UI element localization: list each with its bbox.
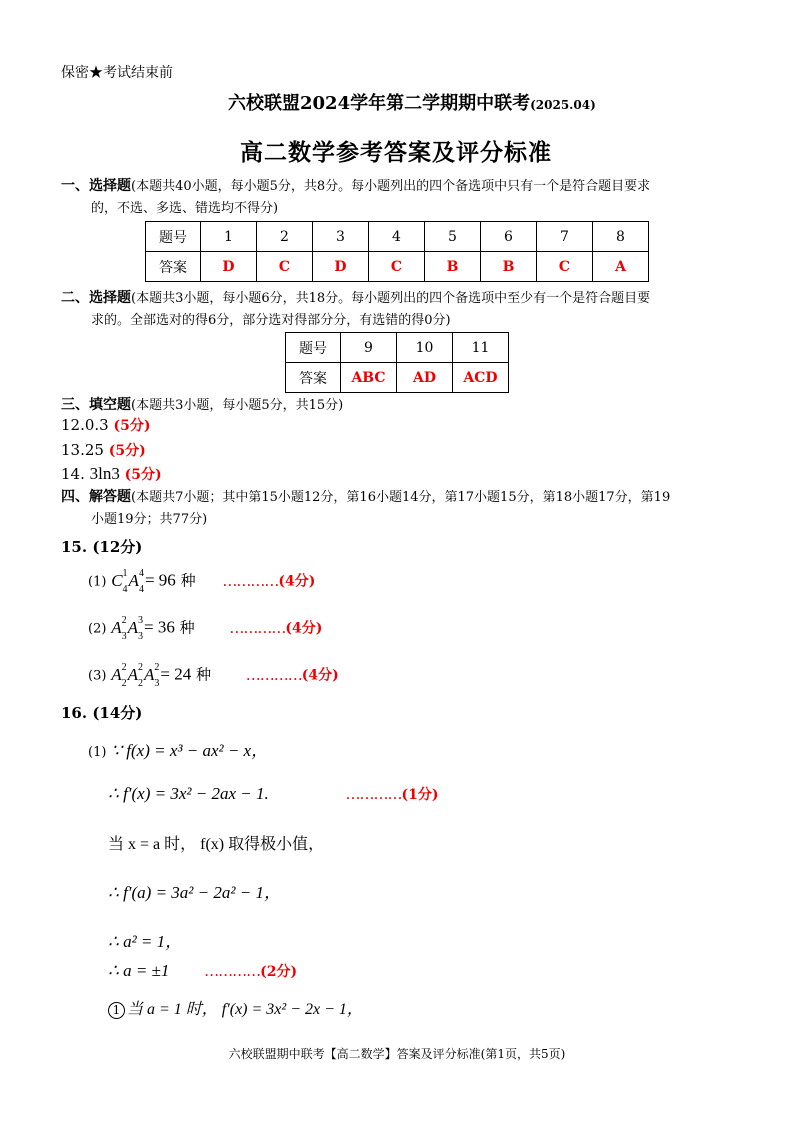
answer-cell: C — [537, 252, 593, 282]
section3-desc: (本题共3小题，每小题5分，共15分) — [131, 398, 344, 413]
q15-part2 — [88, 616, 322, 641]
table-head-cell: 答案 — [146, 252, 201, 282]
q16-line6 — [108, 961, 297, 981]
answer-cell: A — [593, 252, 649, 282]
item-score: (5分) — [124, 467, 162, 483]
section2-heading — [61, 287, 650, 332]
answer-cell: ABC — [341, 363, 397, 393]
item-score: (4分) — [285, 620, 323, 637]
math-expression: ∵ f(x) = x³ − ax² − x， — [111, 741, 269, 760]
item-answer: 25 — [84, 441, 104, 459]
q16-line2 — [108, 784, 439, 804]
answer-cell: ACD — [453, 363, 509, 393]
math-expression: 当 x = a 时， f(x) 取得极小值， — [108, 836, 325, 853]
q15-part3 — [88, 663, 339, 688]
question-number: 9 — [341, 333, 397, 363]
question-number: 6 — [481, 222, 537, 252]
confidential-note: 保密★考试结束前 — [61, 65, 173, 81]
section2-answer-table — [285, 332, 509, 393]
section3-label: 三、填空题 — [61, 397, 131, 413]
leader-dots: ………… — [345, 785, 402, 803]
exam-title — [228, 89, 596, 115]
section4-desc-cont: 小题19分；共77分) — [91, 512, 208, 527]
answer-cell: C — [257, 252, 313, 282]
table-head-cell: 答案 — [286, 363, 341, 393]
q16-line3 — [108, 831, 324, 854]
q16-line7 — [108, 996, 363, 1019]
part-label: (2) — [88, 621, 107, 637]
math-expression: $C^1$ $_4A^4$ $_4$ — [111, 568, 144, 596]
item-number: 13. — [61, 441, 85, 459]
section1-desc-cont: 的，不选、多选、错选均不得分) — [91, 201, 279, 216]
math-result: = 96 — [144, 570, 176, 590]
question-number: 8 — [593, 222, 649, 252]
question-number: 10 — [397, 333, 453, 363]
question-number: 3 — [313, 222, 369, 252]
leader-dots: ………… — [245, 665, 302, 684]
table-row — [286, 333, 509, 363]
unit: 种 — [179, 618, 195, 637]
section2-desc-cont: 求的。全部选对的得6分，部分选对得部分分，有选错的得0分) — [91, 313, 451, 328]
item-number: 14. — [61, 465, 85, 483]
unit: 种 — [180, 571, 196, 590]
answer-cell: D — [201, 252, 257, 282]
table-row — [146, 252, 649, 282]
item-score: (2分) — [260, 964, 298, 980]
leader-dots: ………… — [222, 571, 279, 590]
q15-part1 — [88, 569, 315, 594]
section4-heading — [61, 486, 670, 531]
doc-title: 高二数学参考答案及评分标准 — [240, 139, 552, 166]
table-head-cell: 题号 — [286, 333, 341, 363]
math-result: = 36 — [143, 617, 175, 637]
part-label: (3) — [88, 668, 107, 684]
item-score: (4分) — [278, 573, 316, 590]
math-expression: ∴ f′(x) = 3x² − 2ax − 1. — [108, 784, 269, 803]
item-answer: 0.3 — [84, 416, 109, 434]
question-number: 4 — [369, 222, 425, 252]
part-label: (1) — [88, 574, 107, 590]
item-score: (5分) — [108, 443, 146, 459]
math-expression: $A^2$ $_3A^3$ $_3$ — [111, 615, 143, 643]
leader-dots: ………… — [229, 618, 286, 637]
circled-number-icon: 1 — [108, 1002, 125, 1019]
section1-desc: (本题共40小题，每小题5分，共8分。每小题列出的四个备选项中只有一个是符合题目要求 — [131, 179, 651, 194]
leader-dots: ………… — [204, 962, 261, 980]
question-number: 7 — [537, 222, 593, 252]
fill-answer-14 — [61, 464, 162, 484]
q15-heading: 15. (12分) — [61, 538, 143, 556]
item-number: 12. — [61, 416, 85, 434]
q16-line4 — [108, 878, 281, 903]
answer-cell: AD — [397, 363, 453, 393]
item-score: (1分) — [401, 787, 439, 803]
table-head-cell: 题号 — [146, 222, 201, 252]
math-result: = 24 — [160, 664, 192, 684]
answer-cell: B — [481, 252, 537, 282]
item-score: (4分) — [301, 667, 339, 684]
q16-line1 — [88, 736, 268, 761]
fill-answer-13 — [61, 440, 146, 460]
math-expression: $A^2$ $_2A^2$ $_2A^2$ $_3$ — [111, 662, 160, 690]
section4-desc: (本题共7小题；其中第15小题12分，第16小题14分，第17小题15分，第18小题17分，第19 — [131, 490, 671, 505]
section4-label: 四、解答题 — [61, 489, 131, 505]
table-row — [286, 363, 509, 393]
question-number: 11 — [453, 333, 509, 363]
answer-cell: B — [425, 252, 481, 282]
math-expression: ∴ a = ±1 — [108, 961, 170, 980]
section1-label: 一、选择题 — [61, 178, 131, 194]
answer-cell: D — [313, 252, 369, 282]
answer-cell: C — [369, 252, 425, 282]
item-answer: 3ln3 — [89, 464, 120, 483]
question-number: 2 — [257, 222, 313, 252]
table-row — [146, 222, 649, 252]
section1-heading — [61, 175, 650, 220]
section1-answer-table — [145, 221, 649, 282]
part-label: (1) — [88, 745, 107, 760]
page-footer: 六校联盟期中联考【高二数学】答案及评分标准(第1页，共5页) — [228, 1047, 566, 1061]
q16-line5 — [108, 927, 182, 952]
section2-label: 二、选择题 — [61, 290, 131, 306]
unit: 种 — [196, 665, 212, 684]
section2-desc: (本题共3小题，每小题6分，共18分。每小题列出的四个备选项中至少有一个是符合题目要 — [131, 291, 651, 306]
math-expression: ∴ f′(a) = 3a² − 2a² − 1， — [108, 883, 281, 902]
exam-title-text: 六校联盟2024学年第二学期期中联考 — [228, 93, 531, 114]
fill-answer-12 — [61, 415, 151, 435]
math-expression: 当 a = 1 时， f′(x) = 3x² − 2x − 1， — [127, 1001, 363, 1018]
section3-heading — [61, 394, 343, 417]
question-number: 1 — [201, 222, 257, 252]
q16-heading: 16. (14分) — [61, 704, 143, 722]
question-number: 5 — [425, 222, 481, 252]
exam-date: (2025.04) — [530, 98, 596, 112]
math-expression: ∴ a² = 1， — [108, 932, 183, 951]
item-score: (5分) — [113, 418, 151, 434]
